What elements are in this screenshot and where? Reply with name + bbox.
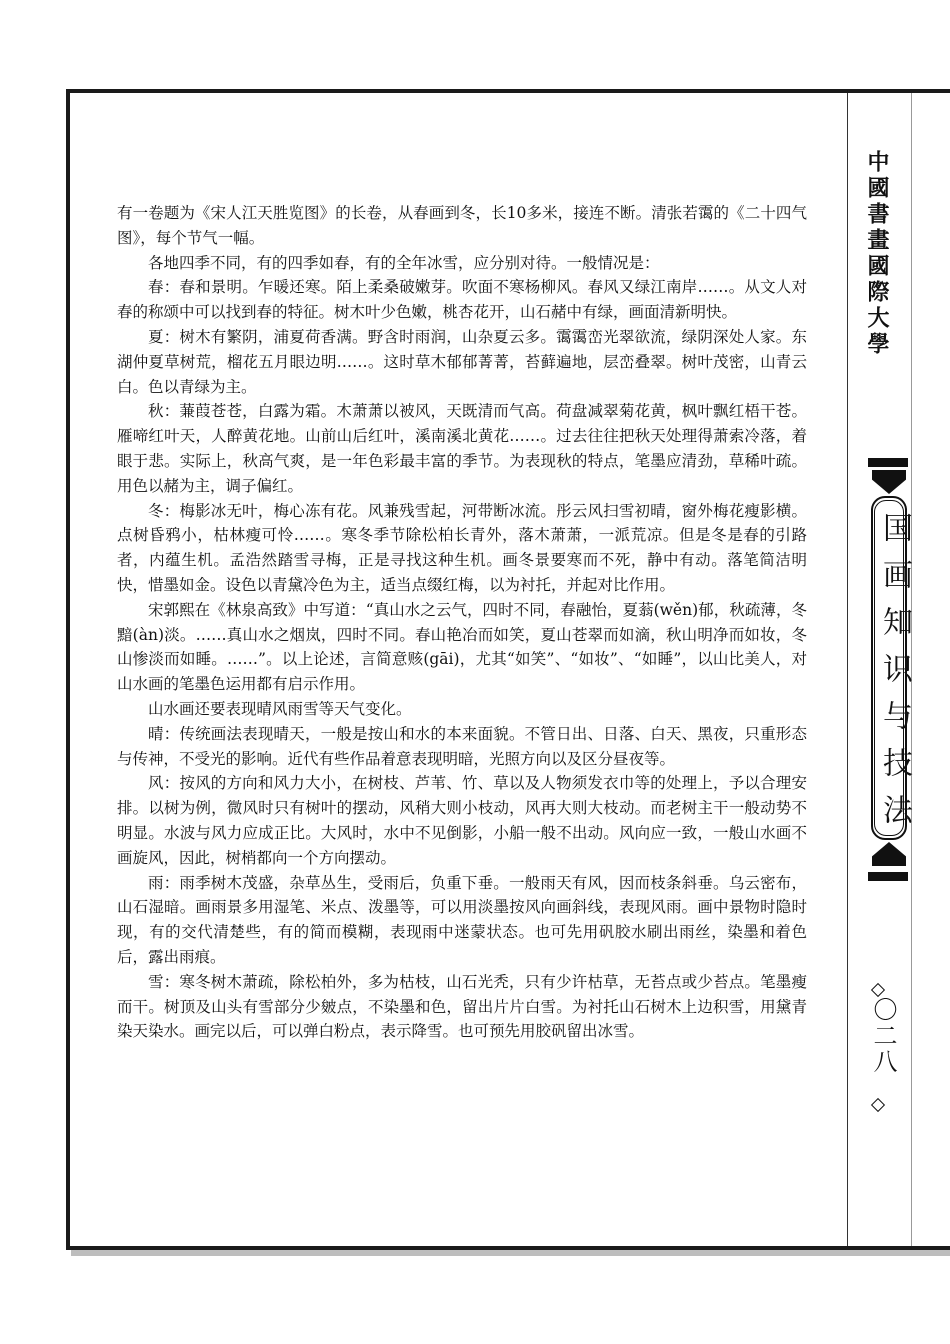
title-bottom-bar <box>868 872 908 881</box>
body-text <box>117 201 807 1044</box>
paragraph: 有一卷题为《宋人江天胜览图》的长卷，从春画到冬，长10多米，接连不断。清张若霭的《二十四气图》，每个节气一幅。 <box>117 204 807 247</box>
paragraph: 冬：梅影冰无叶，梅心冻有花。风兼残雪起，河带断冰流。彤云风扫雪初晴，窗外梅花瘦影横。点树昏鸦小，枯林瘦可怜……。寒冬季节除松柏长青外，落木萧萧，一派荒凉。但是冬是春的引路者，内蕴生机。孟浩然踏雪寻梅，正是寻找这种生机。画冬景要寒而不死，静中有动。落笔简洁明快，惜墨如金。设色以青黛冷色为主，适当点缀红梅，以为衬托，并起对比作用。 <box>117 501 807 594</box>
page-number: 〇二八 <box>869 997 897 1075</box>
paragraph: 各地四季不同，有的四季如春，有的全年冰雪，应分别对待。一般情况是： <box>148 253 660 272</box>
paragraph: 山水画还要表现晴风雨雪等天气变化。 <box>148 699 412 718</box>
paragraph: 晴：传统画法表现晴天，一般是按山和水的本来面貌。不管日出、日落、白天、黑夜，只重形态与传神，不受光的影响。近代有些作品着意表现明暗，光照方向以及区分昼夜等。 <box>117 724 807 768</box>
paragraph: 夏：树木有繁阴，浦夏荷香满。野含时雨润，山杂夏云多。霭霭峦光翠欲流，绿阴深处人家。东湖仲夏草树荒，榴花五月眼边明……。这时草木郁郁菁菁，苔藓遍地，层峦叠翠。树叶茂密，山青云白。色以青绿为主。 <box>117 327 807 396</box>
paragraph: 风：按风的方向和风力大小，在树枝、芦苇、竹、草以及人物须发衣巾等的处理上，予以合理安排。以树为例，微风时只有树叶的摆动，风稍大则小枝动，风再大则大枝动。而老树主干一般动势不明显。水波与风力应成正比。大风时，水中不见倒影，小船一般不出动。风向应一致，一般山水画不画旋风，因此，树梢都向一个方向摆动。 <box>117 774 807 867</box>
paragraph: 春：春和景明。乍暖还寒。陌上柔桑破嫩芽。吹面不寒杨柳风。春风又绿江南岸……。从文人对春的称颂中可以找到春的特征。树木叶少色嫩，桃杏花开，山石赭中有绿，画面清新明快。 <box>117 278 807 322</box>
book-title: 国画知识与技法 <box>877 512 912 841</box>
paragraph: 秋：蒹葭苍苍，白露为霜。木萧萧以被风，天既清而气高。荷盘减翠菊花黄，枫叶飘红梧干苍。雁啼红叶天，人醉黄花地。山前山后红叶，溪南溪北黄花……。过去往往把秋天处理得萧索冷落，着眼于悲。实际上，秋高气爽，是一年色彩最丰富的季节。为表现秋的特点，笔墨应清劲，草稀叶疏。用色以赭为主，调子偏红。 <box>117 402 807 495</box>
publisher-name: 中國書畫國際大學 <box>864 150 889 358</box>
title-top-bar <box>868 458 908 467</box>
paragraph: 雪：寒冬树木萧疏，除松柏外，多为枯枝，山石光秃，只有少许枯草，无苔点或少苔点。笔墨瘦而干。树顶及山头有雪部分少皴点，不染墨和色，留出片片白雪。为衬托山石树木上边积雪，用黛青染天染水。画完以后，可以弹白粉点，表示降雪。也可预先用胶矾留出冰雪。 <box>117 972 807 1041</box>
paragraph: 雨：雨季树木茂盛，杂草丛生，受雨后，负重下垂。一般雨天有风，因而枝条斜垂。乌云密布，山石湿暗。画雨景多用湿笔、米点、泼墨等，可以用淡墨按风向画斜线，表现风雨。画中景物时隐时现，有的交代清楚些，有的简而模糊，表现雨中迷蒙状态。也可先用矾胶水刷出雨丝，染墨和着色后，露出雨痕。 <box>117 873 807 966</box>
paragraph: 宋郭熙在《林泉高致》中写道：“真山水之云气，四时不同，春融怡，夏蓊(wěn)郁，秋疏薄，冬黯(àn)淡。……真山水之烟岚，四时不同。春山艳冶而如笑，夏山苍翠而如滴，秋山明净而如妆，冬山惨淡而如睡。……”。以上论述，言简意赅(gāi)，尤其“如笑”、“如妆”、“如睡”，以山比美人，对山水画的笔墨色运用都有启示作用。 <box>117 600 807 694</box>
